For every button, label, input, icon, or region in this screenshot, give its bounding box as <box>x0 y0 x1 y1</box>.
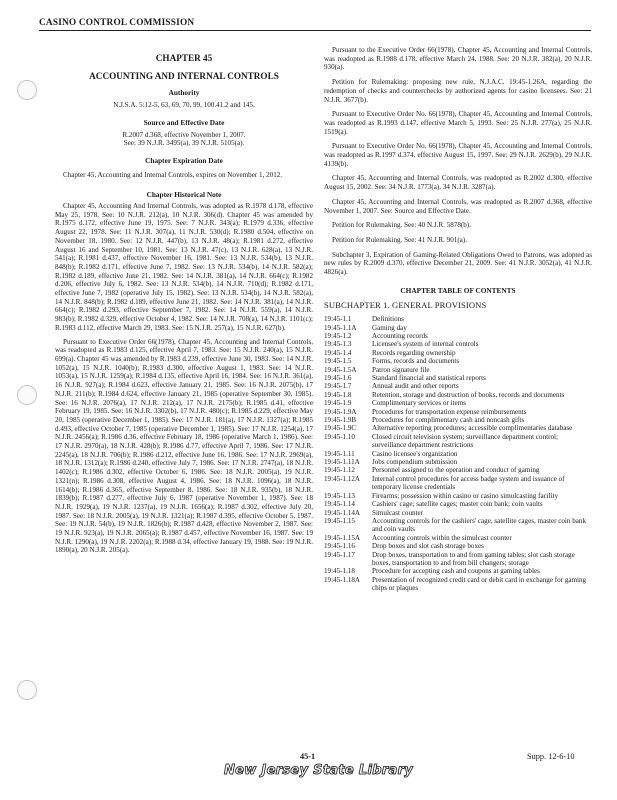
toc-entry <box>324 509 592 517</box>
toc-section-number: 19:45-1.7 <box>324 382 352 391</box>
toc-list <box>324 315 592 592</box>
running-header: CASINO CONTROL COMMISSION <box>39 18 591 31</box>
note-paragraph: Pursuant to Executive Order No. 66(1978), Chapter 45, Accounting and Internal Controls, was readopted as R.1997 d.374, effective August 15, 1997. See: 29 N.J.R. 2629(b), 29 N.J.R. 4139(b). <box>324 142 592 168</box>
source-text-line: See: 39 N.J.R. 3495(a), 39 N.J.R. 5105(a). <box>123 139 245 148</box>
toc-section-title: Records regarding ownership <box>372 348 456 357</box>
toc-entry <box>324 534 592 542</box>
library-stamp: New Jersey State Library <box>224 763 414 778</box>
toc-section-title: Presentation of recognized credit card or debit card in exchange for gaming chips or plaques <box>372 575 587 593</box>
toc-entry <box>324 492 592 500</box>
toc-entry <box>324 408 592 416</box>
toc-section-number: 19:45-1.10 <box>324 432 355 441</box>
note-paragraph: Petition for Rulemaking. See: 40 N.J.R. 5878(b). <box>332 221 471 230</box>
toc-section-number: 19:45-1.3 <box>324 340 352 349</box>
note-paragraph: Pursuant to the Executive Order 66(1978), Chapter 45, Accounting and Internal Controls, was readopted as R.1988 d.178, effective March 24, 1988. See: 20 N.J.R. 382(a), 20 N.J.R. 930(a). <box>324 46 592 72</box>
historical-note-paragraph: Chapter 45, Accounting And Internal Controls, was adopted as R.1978 d.178, effective May 25, 1978. See: 10 N.J.R. 212(a), 10 N.J.R. 306(d). Chapter 45 was amended by R.1975 d.172, effective June 19, 1975. See: 7 N.J.R. 343(a); R.1979 d.336, effective August 22, 1978. See: 11 N.J.R. 307(a), 11 N.J.R. 530(d); R.1980 d.504, effective on November 18, 1980. See: 12 N.J.R. 447(b), 13 N.J.R. 48(a); R.1981 d.272, effective August 16 and September 10, 1981. See: 13 N.J.R. 47(c), 13 N.J.R. 628(a), 13 N.J.R. 541(a); R.1981 d.437, effective November 16, 1981. See: 13 N.J.R. 534(b), 13 N.J.R. 848(b); R.1982 d.171, effective June 7, 1982. See: 13 N.J.R. 534(b), 14 N.J.R. 582(a); R.1982 d.189, effective June 21, 1982. See: 14 N.J.R. 381(a), 14 N.J.R. 664(c); R.1982 d.206, effective July 6, 1982. See: 13 N.J.R. 534(b), 14 N.J.R. 710(d); R.1982 d.171, effective June 7, 1982 (operative July 15, 1982). See: 13 N.J.R. 534(b), 14 N.J.R. 582(a), 14 N.J.R. 848(b); R.1982 d.189, effective June 21, 1982. See: 14 N.J.R. 381(a), 14 N.J.R. 664(c); R.1982 d.293, effective September 7, 1982. See: 14 N.J.R. 559(a), 14 N.J.R. 983(b); R.1982 d.329, effective October 4, 1982. See: 14 N.J.R. 708(a), 14 N.J.R. 1101(c); R.1983 d.112, effective March 29, 1983. See: 15 N.J.R. 257(a), 15 N.J.R. 627(b). <box>55 202 313 332</box>
toc-section-title: Jobs compendium submission <box>372 458 458 467</box>
toc-entry <box>324 458 592 466</box>
right-column <box>324 46 592 593</box>
toc-section-number: 19:45-1.17 <box>324 550 355 559</box>
binder-hole-mark <box>17 385 37 405</box>
expiration-heading: Chapter Expiration Date <box>145 155 223 165</box>
toc-entry <box>324 424 592 432</box>
toc-section-title: Gaming day <box>372 323 407 332</box>
toc-entry <box>324 315 592 323</box>
note-paragraph: Petition for Rulemaking: proposing new rule, N.J.A.C. 19:45-1.26A, regarding the redemption of checks and counterchecks by authorized agents for casino licensees. See: 21 N.J.R. 3677(b). <box>324 78 592 104</box>
chapter-title: ACCOUNTING AND INTERNAL CONTROLS <box>89 70 279 81</box>
toc-section-number: 19:45-1.5A <box>324 365 357 374</box>
note-paragraph: Chapter 45, Accounting and Internal Controls, was readopted as R.2007 d.368, effective November 1, 2007. See: Source and Effective Date. <box>324 197 592 215</box>
historical-note-paragraph: Pursuant to Executive Order 66(1978), Chapter 45, Accounting and Internal Controls, was readopted as R.1983 d.125, effective April 7, 1983. See: 15 N.J.R. 240(a), 15 N.J.R. 699(a). Chapter 45 was amended by R.1983 d.239, effective June 30, 1983. See: 14 N.J.R. 1052(a), 15 N.J.R. 1040(b); R.1983 d.300, effective August 1, 1983. See: 14 N.J.R. 1053(a), 15 N.J.R. 1259(a); R.1984 d.135, effective April 16, 1984. See: 16 N.J.R. 361(a), 16 N.J.R. 927(a); R.1984 d.623, effective January 21, 1985. See: 16 N.J.R. 2075(b), 17 N.J.R. 211(b); R.1984 d.624, effective January 21, 1985 (operative September 30, 1985). See: 16 N.J.R. 2076(a), 17 N.J.R. 212(a), 17 N.J.R. 2175(b); R.1985 d.41, effective February 19, 1985. See: 16 N.J.R. 3302(b), 17 N.J.R. 480(c); R.1985 d.229, effective May 20, 1985 (operative December 1, 1985). See: 17 N.J.R. 181(a), 17 N.J.R. 1327(a); R.1985 d.493, effective October 7, 1985 (operative December 1, 1985). See: 17 N.J.R. 1254(a), 17 N.J.R. 2456(a); R.1986 d.36, effective February 18, 1986 (operative March 1, 1986). See: 17 N.J.R. 2970(a), 18 N.J.R. 428(b); R.1986 d.77, effective April 7, 1986. See: 17 N.J.R. 2245(a), 18 N.J.R. 706(b); R.1986 d.212, effective June 16, 1986. See: 17 N.J.R. 2969(a), 18 N.J.R. 1312(a); R.1986 d.240, effective July 7, 1986. See: 17 N.J.R. 2747(a), 18 N.J.R. 1402(c); R.1986 d.302, effective October 6, 1986. See: 18 N.J.R. 2005(a), 19 N.J.R. 1321(n); R.1986 d.308, effective August 4, 1986. See: 18 N.J.R. 1096(a), 18 N.J.R. 1614(b); R.1986 d.365, effective September 8, 1986. See: 18 N.J.R. 935(b), 18 N.J.R. 1839(b); R.1987 d.277, effective July 6, 1987 (operative November 1, 1987). See: 18 N.J.R. 1929(a), 19 N.J.R. 1237(a), 19 N.J.R. 1656(a); R.1987 d.302, effective July 20, 1987. See: 18 N.J.R. 2005(a), 19 N.J.R. 1321(a); R.1987 d.395, effective October 5, 1987. See: 19 N.J.R. 54(b), 19 N.J.R. 1826(b); R.1987 d.428, effective November 2, 1987. See: 19 N.J.R. 923(a), 19 N.J.R. 2065(a); R.1987 d.457, effective November 16, 1987. See: 19 N.J.R. 1290(a), 19 N.J.R. 2202(a); R.1988 d.34, effective January 19, 1988. See: 19 N.J.R. 1890(a), 20 N.J.R. 205(a). <box>55 337 313 555</box>
toc-section-number: 19:45-1.11 <box>324 449 355 458</box>
toc-section-number: 19:45-1.18 <box>324 567 355 576</box>
toc-entry <box>324 324 592 332</box>
toc-section-title: Closed circuit television system; surveillance department control; surveillance department restrictions <box>372 432 558 450</box>
toc-entry <box>324 349 592 357</box>
toc-subchapter-heading: SUBCHAPTER 1. GENERAL PROVISIONS <box>324 300 487 311</box>
toc-section-title: Accounting controls for the cashiers' cage, satellite cages, master coin bank and coin vaults <box>372 516 587 534</box>
toc-section-number: 19:45-1.12A <box>324 474 361 483</box>
toc-entry <box>324 542 592 550</box>
toc-section-number: 19:45-1.9 <box>324 399 352 408</box>
toc-entry <box>324 500 592 508</box>
toc-section-number: 19:45-1.8 <box>324 390 352 399</box>
toc-entry <box>324 416 592 424</box>
note-paragraph: Subchapter 3, Expiration of Gaming-Related Obligations Owed to Patrons, was adopted as new rules by R.2009 d.370, effective December 21, 2009. See: 41 N.J.R. 3052(a), 41 N.J.R. 4826(a). <box>324 250 592 277</box>
toc-section-title: Patron signature file <box>372 365 430 374</box>
toc-section-number: 19:45-1.18A <box>324 575 361 584</box>
page-number: 45-1 <box>300 752 316 761</box>
toc-section-title: Procedures for complimentary cash and noncash gifts <box>372 416 525 425</box>
toc-entry <box>324 374 592 382</box>
authority-text: N.J.S.A. 5:12-5, 63, 69, 70, 99, 100.41.2 and 145. <box>113 101 255 110</box>
toc-section-number: 19:45-1.1 <box>324 315 352 324</box>
toc-entry <box>324 551 592 568</box>
toc-section-number: 19:45-1.14A <box>324 508 361 517</box>
toc-entry <box>324 517 592 534</box>
toc-section-number: 19:45-1.6 <box>324 374 352 383</box>
note-paragraph: Petition for Rulemaking. See: 41 N.J.R. 901(a). <box>332 235 467 244</box>
toc-entry <box>324 357 592 365</box>
toc-section-number: 19:45-1.2 <box>324 331 352 340</box>
toc-section-title: Complimentary services or items <box>372 399 466 408</box>
toc-section-title: Accounting records <box>372 331 428 340</box>
toc-entry <box>324 340 592 348</box>
toc-entry <box>324 391 592 399</box>
authority-heading: Authority <box>168 88 200 98</box>
toc-entry <box>324 399 592 407</box>
toc-entry <box>324 332 592 340</box>
toc-entry <box>324 366 592 374</box>
toc-section-title: Alternative reporting procedures; accessible complimentaries database <box>372 424 573 433</box>
toc-section-title: Forms, records and documents <box>372 357 460 366</box>
toc-section-title: Retention, storage and destruction of books, records and documents <box>372 390 565 399</box>
toc-section-title: Firearms; possession within casino or casino simulcasting facility <box>372 491 559 500</box>
toc-section-title: Accounting controls within the simulcast counter <box>372 533 512 542</box>
toc-heading: CHAPTER TABLE OF CONTENTS <box>400 285 516 295</box>
toc-section-number: 19:45-1.5 <box>324 357 352 366</box>
toc-entry <box>324 567 592 575</box>
toc-entry <box>324 576 592 593</box>
toc-section-number: 19:45-1.12 <box>324 466 355 475</box>
note-paragraph: Pursuant to Executive Order No. 66(1978), Chapter 45, Accounting and Internal Controls, was readopted as R.1993 d.147, effective March 5, 1993. See: 25 N.J.R. 277(a), 25 N.J.R. 1519(a). <box>324 110 592 136</box>
source-heading: Source and Effective Date <box>143 117 225 127</box>
supplement-date: Supp. 12-6-10 <box>527 752 575 761</box>
toc-section-title: Drop boxes, transportation to and from gaming tables; slot cash storage boxes, transportation to and from bill changers; storage <box>372 550 575 567</box>
toc-section-title: Annual audit and other reports <box>372 382 459 391</box>
binder-hole-mark <box>17 80 37 100</box>
toc-section-title: Simulcast counter <box>372 508 424 517</box>
toc-entry <box>324 450 592 458</box>
toc-section-number: 19:45-1.16 <box>324 542 355 551</box>
toc-section-title: Cashiers' cage; satellite cages; master coin bank; coin vaults <box>372 500 543 509</box>
note-paragraph: Chapter 45, Accounting and Internal Controls, was readopted as R.2002 d.300, effective August 15, 2002. See: 34 N.J.R. 1773(a), 34 N.J.R. 3287(a). <box>324 174 592 192</box>
toc-section-title: Procedures for transportation expense reimbursements <box>372 407 527 416</box>
toc-entry <box>324 382 592 390</box>
toc-section-title: Casino licensee's organization <box>372 449 458 458</box>
toc-section-number: 19:45-1.14 <box>324 500 355 509</box>
historical-note-heading: Chapter Historical Note <box>146 190 222 200</box>
toc-section-title: Procedure for accepting cash and coupons at gaming tables <box>372 567 540 576</box>
toc-section-title: Standard financial and statistical reports <box>372 374 486 383</box>
toc-section-title: Drop boxes and slot cash storage boxes <box>372 542 484 551</box>
toc-entry <box>324 475 592 492</box>
toc-section-title: Personnel assigned to the operation and conduct of gaming <box>372 466 540 475</box>
toc-section-number: 19:45-1.9A <box>324 407 357 416</box>
left-column <box>55 46 313 555</box>
binder-hole-mark <box>17 680 37 700</box>
toc-section-number: 19:45-1.1A <box>324 323 357 332</box>
toc-entry <box>324 433 592 450</box>
toc-section-title: Definitions <box>372 315 404 324</box>
chapter-number: CHAPTER 45 <box>155 53 213 63</box>
toc-entry <box>324 466 592 474</box>
toc-section-number: 19:45-1.9C <box>324 424 357 433</box>
toc-section-title: Licensee's system of internal controls <box>372 340 479 349</box>
toc-section-number: 19:45-1.13 <box>324 491 355 500</box>
toc-section-number: 19:45-1.4 <box>324 348 352 357</box>
toc-section-title: Internal control procedures for access badge system and issuance of temporary license credentials <box>372 474 565 492</box>
expiration-text: Chapter 45, Accounting and Internal Controls, expires on November 1, 2012. <box>63 170 283 179</box>
toc-section-number: 19:45-1.15 <box>324 516 355 525</box>
toc-section-number: 19:45-1.11A <box>324 458 360 467</box>
toc-section-number: 19:45-1.9B <box>324 416 357 425</box>
source-text-line: R.2007 d.368, effective November 1, 2007. <box>122 130 246 139</box>
toc-section-number: 19:45-1.15A <box>324 533 361 542</box>
